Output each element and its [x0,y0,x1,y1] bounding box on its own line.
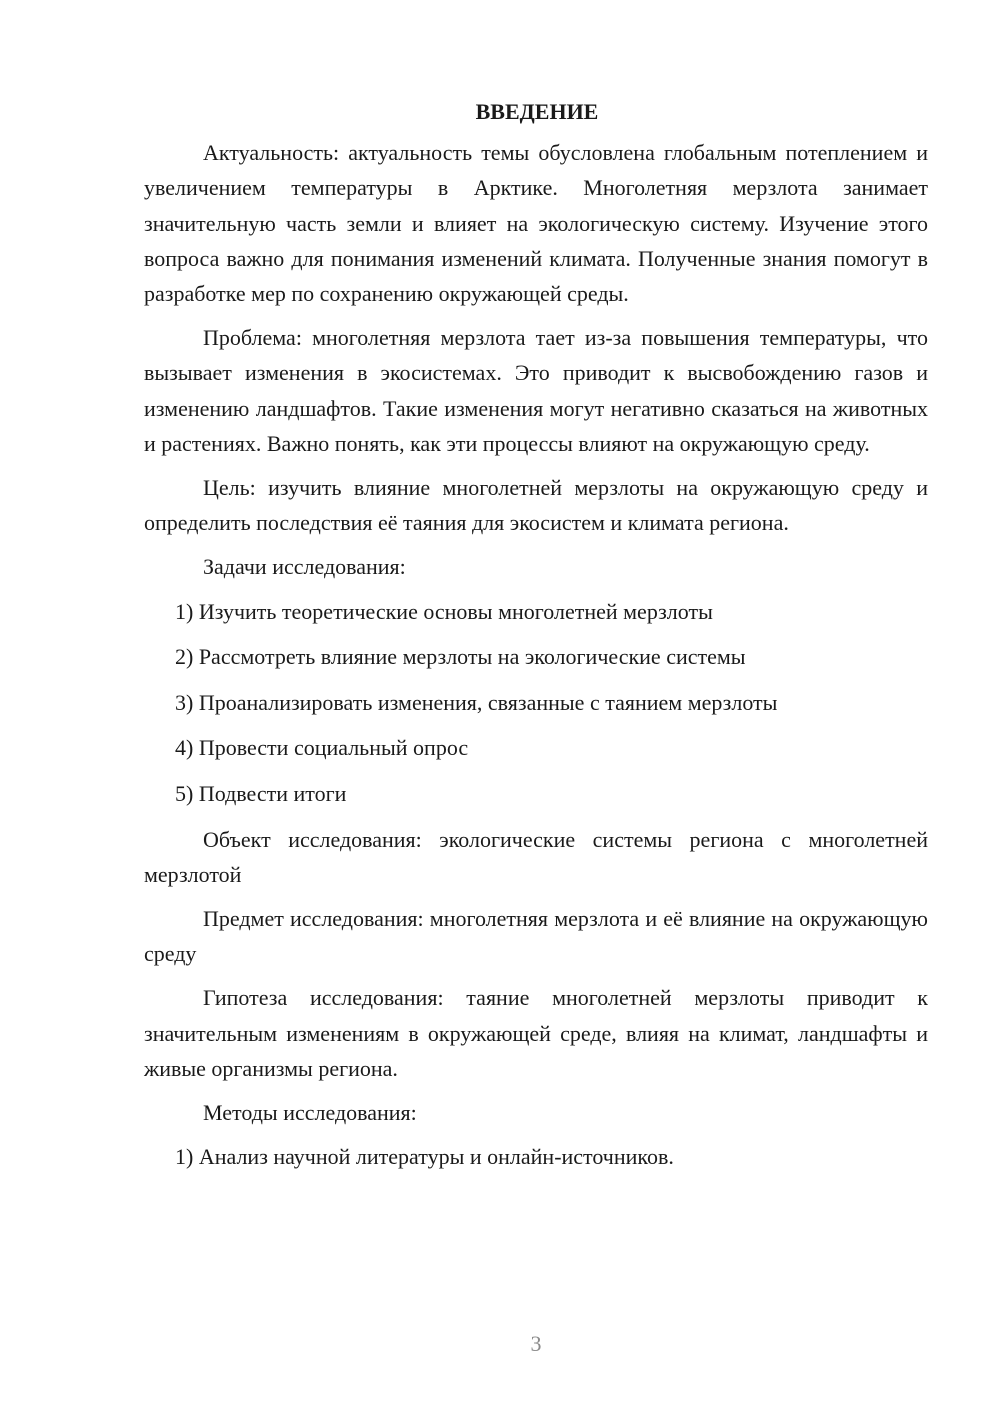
page-title: ВВЕДЕНИЕ [475,99,599,124]
paragraph-object: Объект исследования: экологические системы региона с многолетней мерзлотой [144,826,928,887]
tasks-heading: Задачи исследования: [203,554,406,580]
task-item: 2) Рассмотреть влияние мерзлоты на экологические системы [175,644,746,670]
task-item: 4) Провести социальный опрос [175,735,469,761]
task-item: 5) Подвести итоги [175,781,347,807]
methods-heading: Методы исследования: [203,1100,417,1126]
paragraph-subject: Предмет исследования: многолетняя мерзлота и её влияние на окружающую среду [144,906,928,967]
method-item: 1) Анализ научной литературы и онлайн-источников. [175,1144,674,1170]
paragraph-problem: Проблема: многолетняя мерзлота тает из-за повышения температуры, что вызывает изменения в экосистемах. Это приводит к высвобождению газов и изменению ландшафтов. Такие изменения могут негативно сказаться на животных и растениях. Важно понять, как эти процессы влияют на окружающую среду. [144,325,928,456]
paragraph-relevance: Актуальность: актуальность темы обусловлена глобальным потеплением и увеличением температуры в Арктике. Многолетняя мерзлота занимает значительную часть земли и влияет на экологическую систему. Изучение этого вопроса важно для понимания изменений климата. Полученные знания помогут в разработке мер по сохранению окружающей среды. [144,140,928,307]
paragraph-goal: Цель: изучить влияние многолетней мерзлоты на окружающую среду и определить последствия её таяния для экосистем и климата региона. [144,475,928,536]
task-item: 1) Изучить теоретические основы многолетней мерзлоты [175,598,713,624]
paragraph-hypothesis: Гипотеза исследования: таяние многолетней мерзлоты приводит к значительным изменениям в окружающей среде, влияя на климат, ландшафты и живые организмы региона. [144,985,928,1081]
page-number: 3 [530,1331,542,1356]
text-body [144,94,928,1185]
task-item: 3) Проанализировать изменения, связанные с таянием мерзлоты [175,689,778,715]
